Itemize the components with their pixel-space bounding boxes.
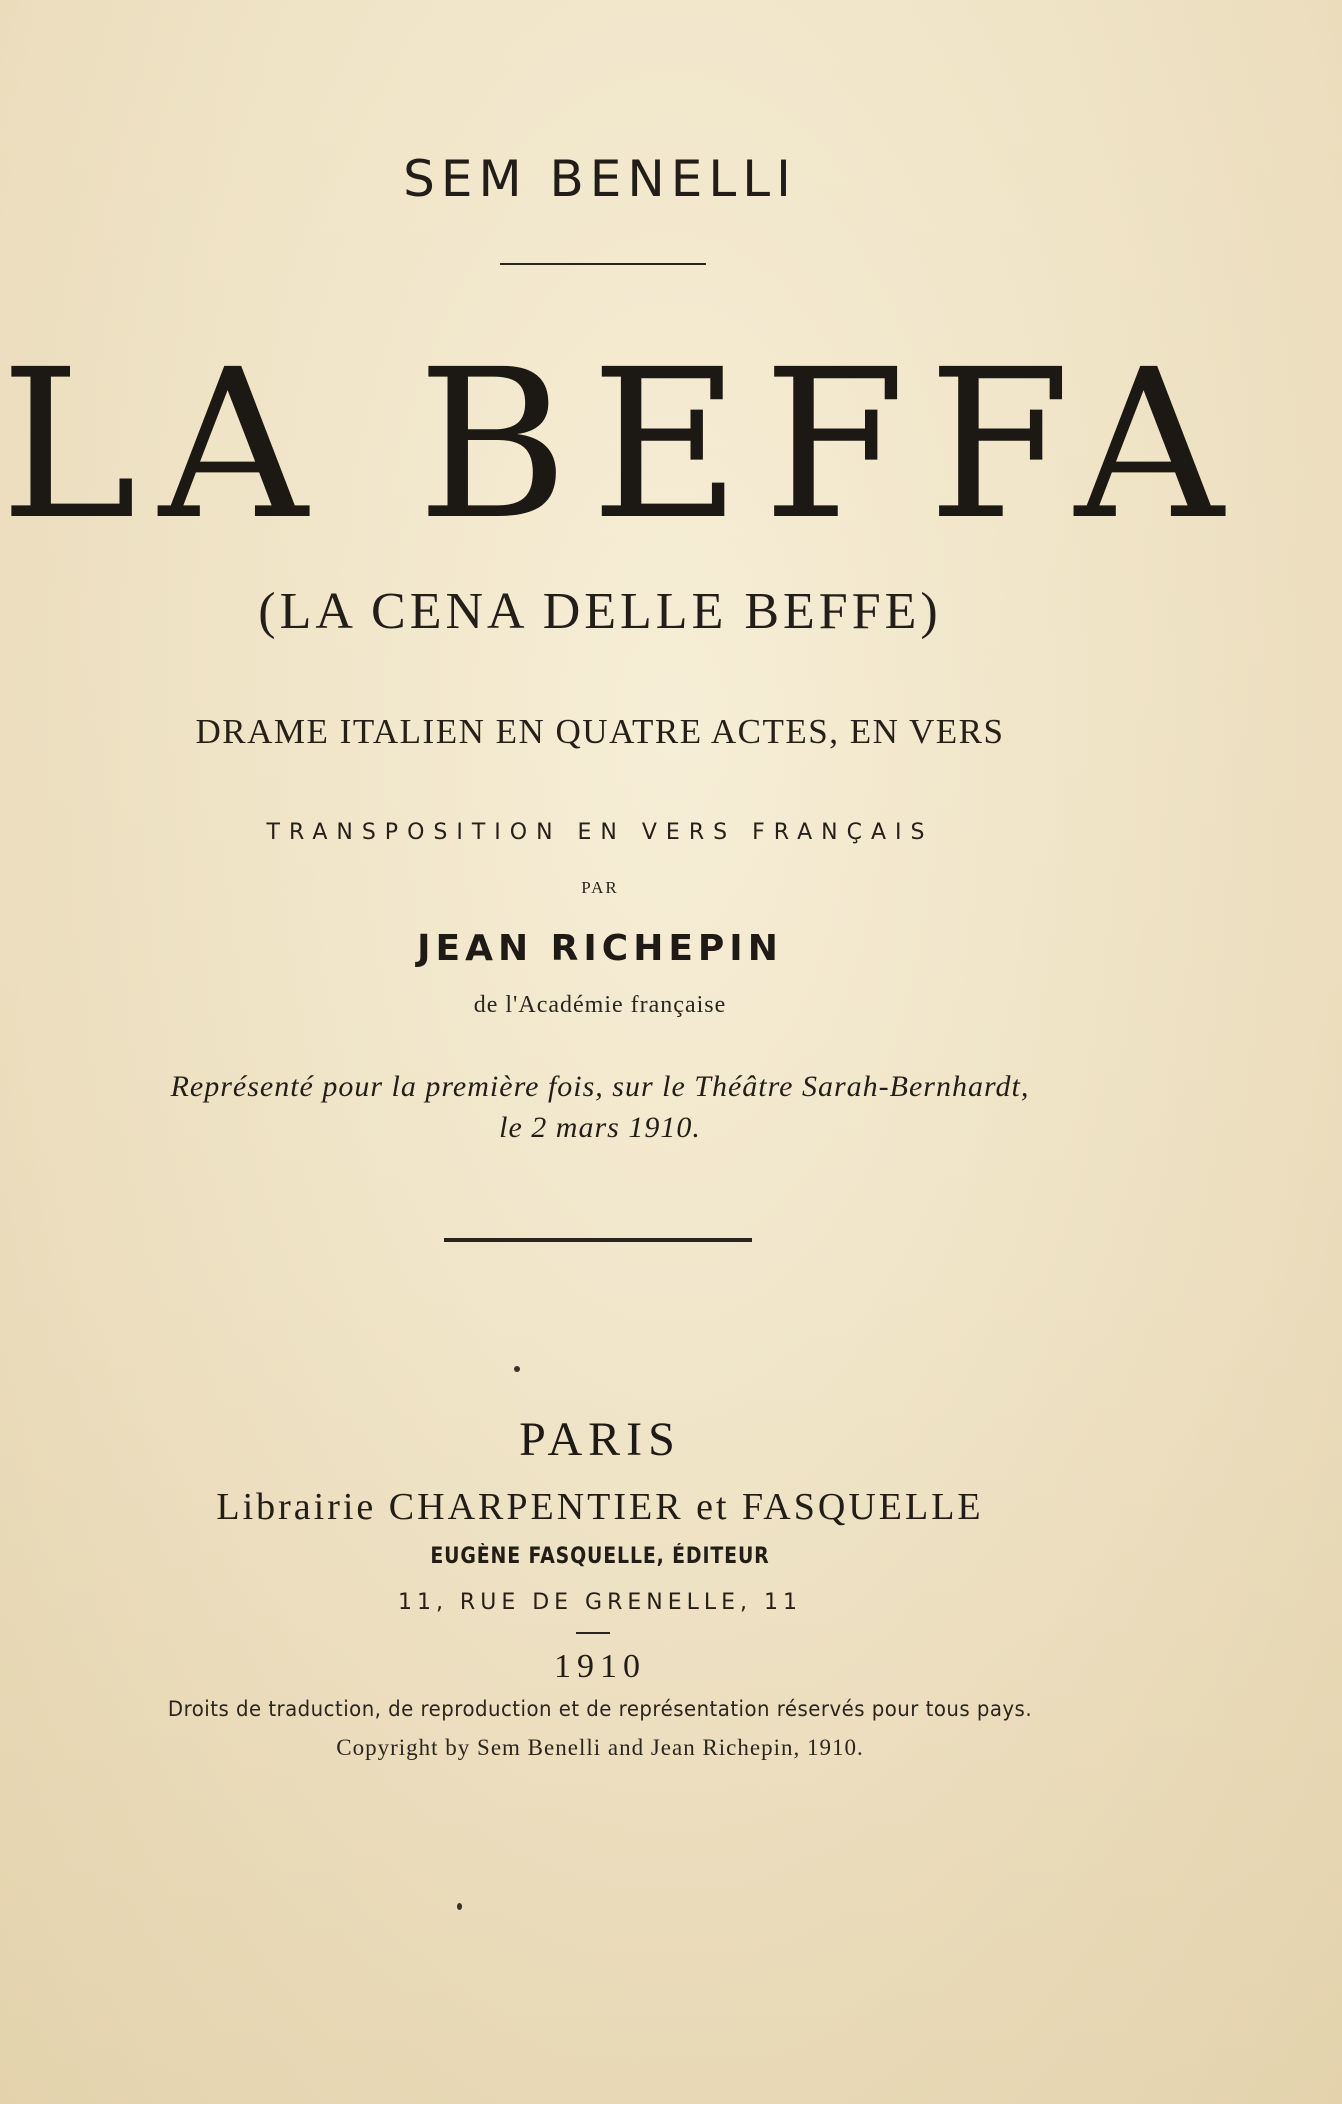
divider-middle — [444, 1238, 752, 1242]
divider-small — [576, 1632, 610, 1634]
genre-line: DRAME ITALIEN EN QUATRE ACTES, EN VERS — [195, 712, 1005, 751]
book-title: LA BEFFA — [0, 325, 1246, 565]
book-subtitle: (LA CENA DELLE BEFFE) — [258, 583, 942, 640]
imprint-address: 11, RUE DE GRENELLE, 11 — [397, 1590, 803, 1615]
ink-dot — [514, 1366, 520, 1372]
performance-date: le 2 mars 1910. — [499, 1111, 701, 1144]
translator-affiliation: de l'Académie française — [473, 992, 727, 1018]
copyright-notice: Copyright by Sem Benelli and Jean Richepin, 1910. — [336, 1735, 864, 1760]
author-name: SEM BENELLI — [403, 150, 797, 208]
performance-line: Représenté pour la première fois, sur le Théâtre Sarah-Bernhardt, — [170, 1070, 1030, 1103]
imprint-editor: EUGÈNE FASQUELLE, ÉDITEUR — [430, 1544, 770, 1569]
translator-name: JEAN RICHEPIN — [417, 928, 783, 969]
imprint-city: PARIS — [519, 1413, 681, 1466]
par-line: PAR — [581, 878, 619, 897]
divider-top — [500, 263, 706, 265]
imprint-year: 1910 — [554, 1648, 646, 1685]
rights-notice: Droits de traduction, de reproduction et de représentation réservés pour tous pays. — [167, 1697, 1033, 1721]
transposition-line: TRANSPOSITION EN VERS FRANÇAIS — [266, 820, 934, 845]
ink-speck — [457, 1903, 462, 1910]
imprint-publisher: Librairie CHARPENTIER et FASQUELLE — [216, 1486, 984, 1528]
